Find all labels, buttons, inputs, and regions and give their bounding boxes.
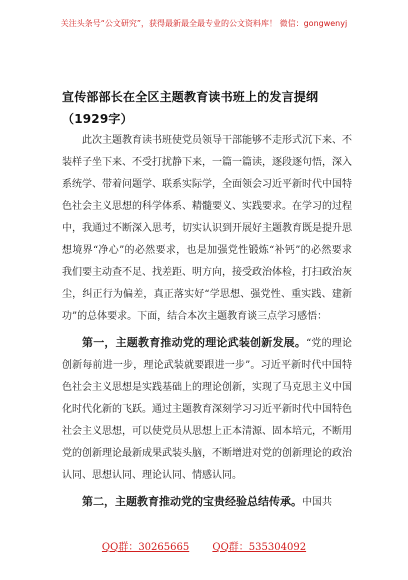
point-2-paragraph — [62, 491, 352, 514]
footer — [0, 538, 408, 553]
document-title: 宣传部部长在全区主题教育读书班上的发言提纲（1929字） — [62, 90, 319, 126]
point-1-lead: 第一，主题教育推动党的理论武装创新发展。 — [82, 336, 307, 349]
qq-group-2[interactable]: QQ群：535304092 — [212, 542, 307, 553]
point-2-text: 中国共 — [302, 497, 332, 508]
document-body — [62, 130, 352, 518]
intro-paragraph: 此次主题教育读书班使党员领导干部能够不走形式沉下来、不装样子坐下来、不受打扰静下来，一篇一篇读，逐段逐句悟，深入系统学、带着问题学、联系实际学，全面领会习近平新时代中国特色社会主义思想的科学体系、精髓要义、实践要求。在学习的过程中，我通过不断深入思考，切实认识到开展好主题教育既是提升思想境界“净心”的必然要求，也是加强党性锻炼“补钙”的必然要求我们要主动查不足、找差距、明方向，接受政治体检，打扫政治灰尘，纠正行为偏差，真正落实好“学思想、强党性、重实践、建新功”的总体要求。下面，结合本次主题教育谈三点学习感悟： — [62, 135, 352, 322]
point-2-lead: 第二，主题教育推动党的宝贵经验总结传承。 — [82, 495, 302, 508]
point-1-text: “党的理论创新每前进一步，理论武装就要跟进一步”。习近平新时代中国特色社会主义思想是实践基础上的理论创新，实现了马克思主义中国化时代化新的飞跃。通过主题教育深刻学习习近平新时代中国特色社会主义思想，可以使党员从思想上正本清源、固本培元，不断用党的创新理论最新成果武装头脑，不断增进对党的创新理论的政治认同、思想认同、理论认同、情感认同。 — [62, 338, 352, 481]
top-banner: 关注头条号“公文研究”，获得最新最全最专业的公文资料库！ 微信：gongwenyj — [60, 19, 348, 28]
point-1-paragraph — [62, 332, 352, 487]
qq-group-1[interactable]: QQ群：30265665 — [101, 542, 190, 553]
